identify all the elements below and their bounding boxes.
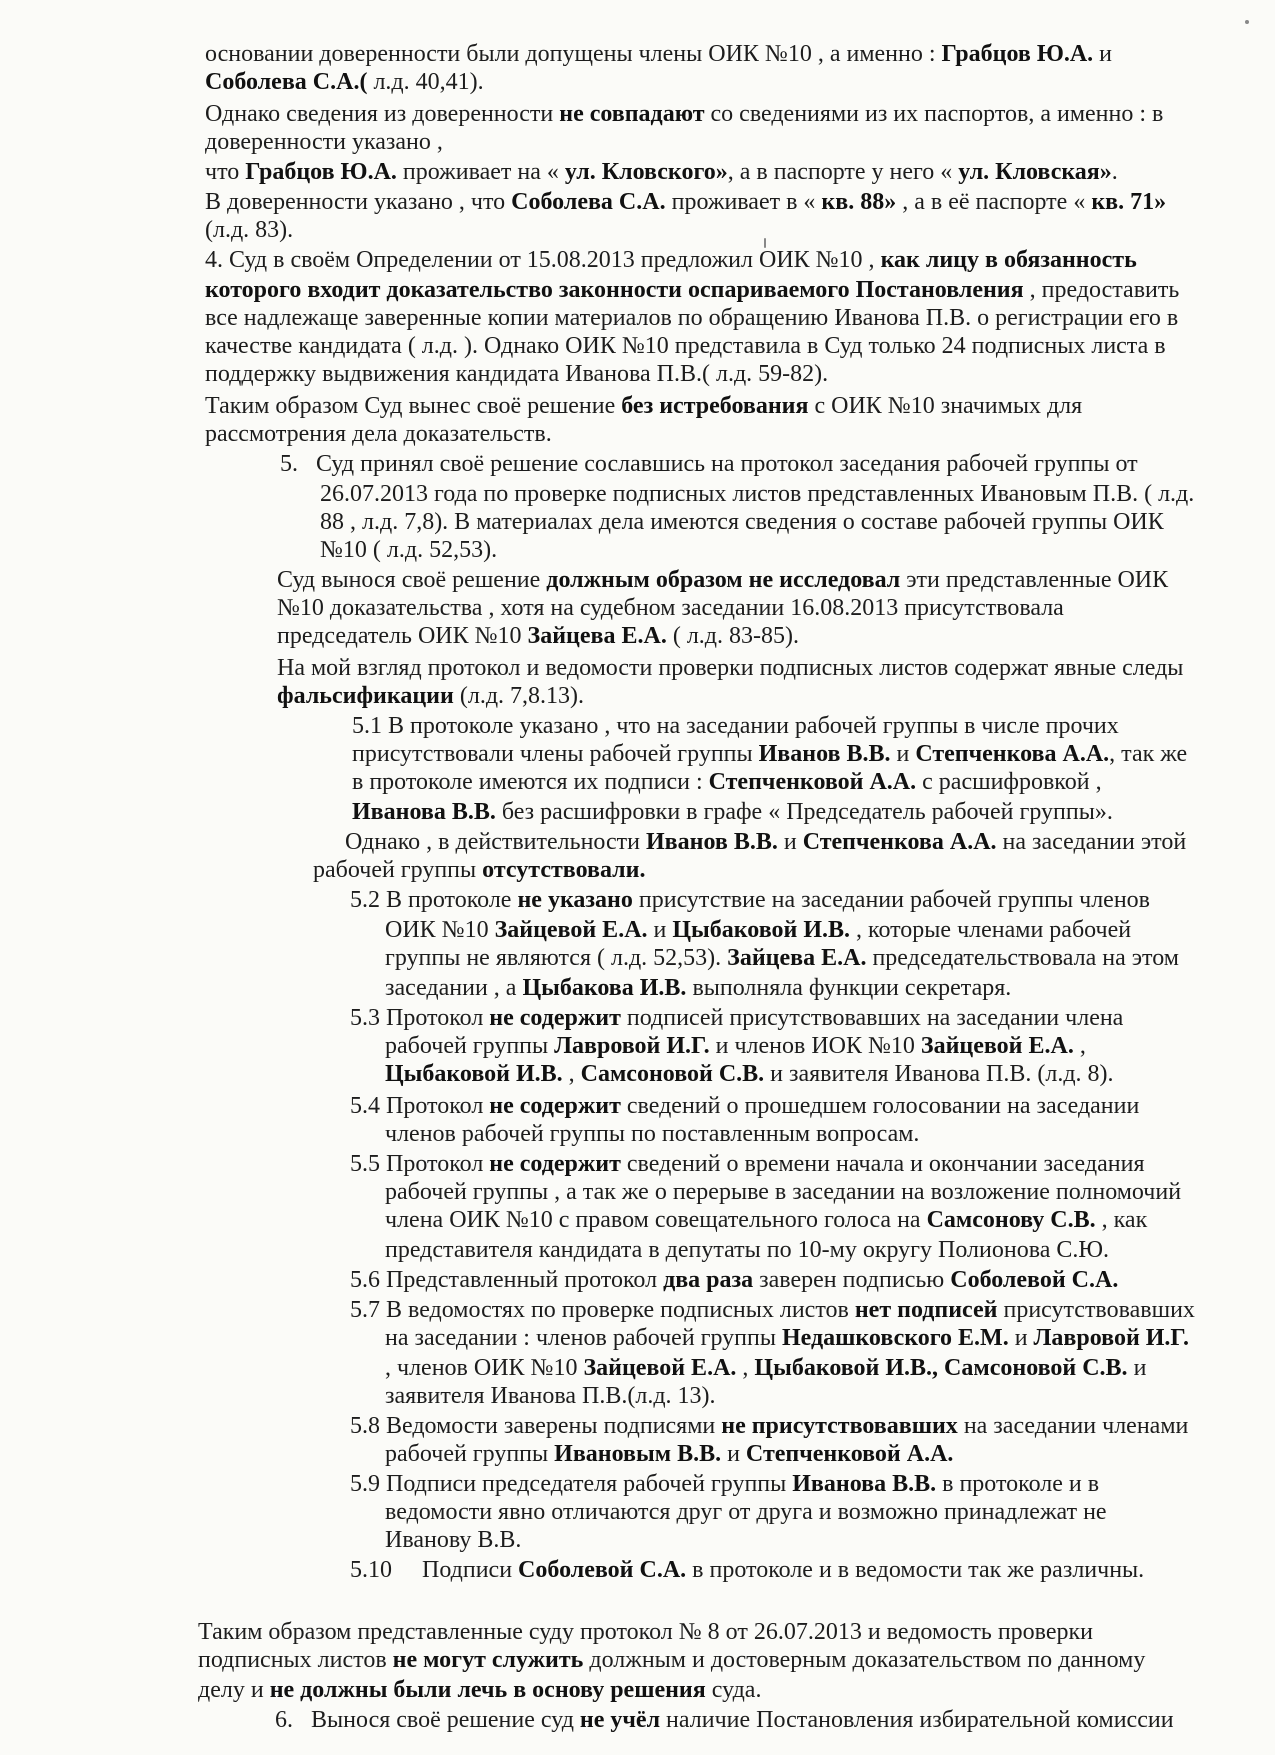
- text-line: На мой взгляд протокол и ведомости проверки подписных листов содержат явные следы: [277, 655, 1184, 681]
- text-line: членов рабочей группы по поставленным вопросам.: [385, 1121, 920, 1147]
- text-line: рассмотрения дела доказательств.: [205, 421, 552, 447]
- text-line: 5.7 В ведомостях по проверке подписных листов нет подписей присутствовавших: [350, 1297, 1195, 1323]
- text-line: №10 доказательства , хотя на судебном заседании 16.08.2013 присутствовала: [277, 595, 1064, 621]
- text-line: рабочей группы отсутствовали.: [313, 857, 646, 883]
- text-line: 5.3 Протокол не содержит подписей присутствовавших на заседании члена: [350, 1005, 1124, 1031]
- text-line: 5.8 Ведомости заверены подписями не присутствовавших на заседании членами: [350, 1413, 1189, 1439]
- text-line: 5.9 Подписи председателя рабочей группы Иванова В.В. в протоколе и в: [350, 1471, 1100, 1497]
- text-line: Иванову В.В.: [385, 1527, 522, 1553]
- text-line: Однако сведения из доверенности не совпадают со сведениями из их паспортов, а именно : в: [205, 101, 1164, 127]
- text-line: ОИК №10 Зайцевой Е.А. и Цыбаковой И.В. , которые членами рабочей: [385, 917, 1132, 943]
- text-line: 5.1 В протоколе указано , что на заседании рабочей группы в числе прочих: [352, 713, 1119, 739]
- text-line: рабочей группы Ивановым В.В. и Степченковой А.А.: [385, 1441, 954, 1467]
- text-line: 4. Суд в своём Определении от 15.08.2013 предложил ОИК №10 , как лицу в обязанность: [205, 247, 1137, 273]
- text-line: Таким образом представленные суду протокол № 8 от 26.07.2013 и ведомость проверки: [198, 1619, 1094, 1645]
- text-line: председатель ОИК №10 Зайцева Е.А. ( л.д. 83-85).: [277, 623, 799, 649]
- text-line: 5.5 Протокол не содержит сведений о времени начала и окончании заседания: [350, 1151, 1145, 1177]
- text-line: 5. Суд принял своё решение сославшись на протокол заседания рабочей группы от: [280, 451, 1138, 477]
- text-line: качестве кандидата ( л.д. ). Однако ОИК №10 представила в Суд только 24 подписных листа в: [205, 333, 1166, 359]
- text-line: №10 ( л.д. 52,53).: [320, 537, 498, 563]
- text-line: доверенности указано ,: [205, 129, 443, 155]
- text-line: основании доверенности были допущены члены ОИК №10 , а именно : Грабцов Ю.А. и: [205, 41, 1113, 67]
- text-line: которого входит доказательство законности оспариваемого Постановления , предоставить: [205, 277, 1180, 303]
- text-line: в протоколе имеются их подписи : Степченковой А.А. с расшифровкой ,: [352, 769, 1102, 795]
- text-line: Цыбаковой И.В. , Самсоновой С.В. и заявителя Иванова П.В. (л.д. 8).: [385, 1061, 1114, 1087]
- text-line: (л.д. 83).: [205, 217, 294, 243]
- text-line: все надлежаще заверенные копии материалов по обращению Иванова П.В. о регистрации его в: [205, 305, 1179, 331]
- text-line: Однако , в действительности Иванов В.В. и Степченкова А.А. на заседании этой: [345, 829, 1187, 855]
- text-line: группы не являются ( л.д. 52,53). Зайцева Е.А. председательствовала на этом: [385, 945, 1179, 971]
- text-line: Таким образом Суд вынес своё решение без истребования с ОИК №10 значимых для: [205, 393, 1083, 419]
- text-line: подписных листов не могут служить должным и достоверным доказательством по данному: [198, 1647, 1146, 1673]
- text-line: представителя кандидата в депутаты по 10-му округу Полионова С.Ю.: [385, 1237, 1110, 1263]
- text-line: на заседании : членов рабочей группы Недашковского Е.М. и Лавровой И.Г.: [385, 1325, 1189, 1351]
- text-line: рабочей группы Лавровой И.Г. и членов ИОК №10 Зайцевой Е.А. ,: [385, 1033, 1086, 1059]
- text-line: 5.4 Протокол не содержит сведений о прошедшем голосовании на заседании: [350, 1093, 1140, 1119]
- text-line: 6. Вынося своё решение суд не учёл наличие Постановления избирательной комиссии: [275, 1707, 1174, 1733]
- text-line: 5.10 Подписи Соболевой С.А. в протоколе и в ведомости так же различны.: [350, 1557, 1145, 1583]
- text-line: что Грабцов Ю.А. проживает на « ул. Кловского», а в паспорте у него « ул. Кловская».: [205, 159, 1118, 185]
- text-line: рабочей группы , а так же о перерыве в заседании на возложение полномочий: [385, 1179, 1182, 1205]
- text-line: Суд вынося своё решение должным образом не исследовал эти представленные ОИК: [277, 567, 1169, 593]
- text-line: Иванова В.В. без расшифровки в графе « Председатель рабочей группы».: [352, 799, 1113, 825]
- text-line: делу и не должны были лечь в основу решения суда.: [198, 1677, 762, 1703]
- text-line: 5.2 В протоколе не указано присутствие на заседании рабочей группы членов: [350, 887, 1150, 913]
- scan-speck: [1245, 20, 1249, 24]
- text-line: 88 , л.д. 7,8). В материалах дела имеются сведения о составе рабочей группы ОИК: [320, 509, 1164, 535]
- text-line: 26.07.2013 года по проверке подписных листов представленных Ивановым П.В. ( л.д.: [320, 481, 1195, 507]
- text-line: фальсификации (л.д. 7,8.13).: [277, 683, 585, 709]
- text-line: заявителя Иванова П.В.(л.д. 13).: [385, 1383, 716, 1409]
- text-line: , членов ОИК №10 Зайцевой Е.А. , Цыбаковой И.В., Самсоновой С.В. и: [385, 1355, 1147, 1381]
- text-line: ведомости явно отличаются друг от друга и возможно принадлежат не: [385, 1499, 1107, 1525]
- text-line: В доверенности указано , что Соболева С.А. проживает в « кв. 88» , а в её паспорте « кв. 71»: [205, 189, 1167, 215]
- text-line: присутствовали члены рабочей группы Иванов В.В. и Степченкова А.А., так же: [352, 741, 1188, 767]
- text-line: Соболева С.А.( л.д. 40,41).: [205, 69, 484, 95]
- text-line: 5.6 Представленный протокол два раза заверен подписью Соболевой С.А.: [350, 1267, 1119, 1293]
- text-line: члена ОИК №10 с правом совещательного голоса на Самсонову С.В. , как: [385, 1207, 1148, 1233]
- text-line: поддержку выдвижения кандидата Иванова П.В.( л.д. 59-82).: [205, 361, 829, 387]
- text-line: заседании , а Цыбакова И.В. выполняла функции секретаря.: [385, 975, 1012, 1001]
